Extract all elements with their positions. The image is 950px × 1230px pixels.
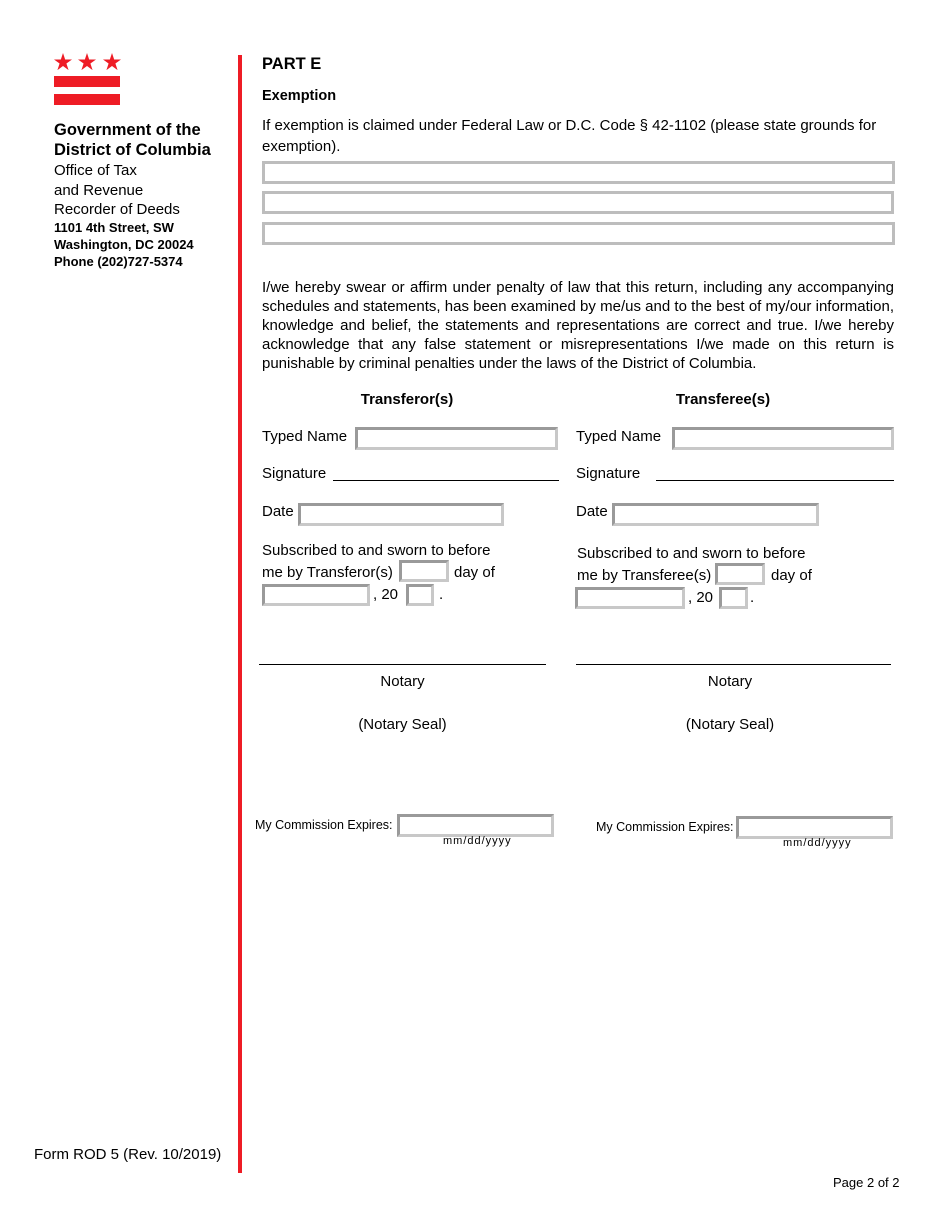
transferor-typed-name-input[interactable] (355, 427, 558, 450)
transferor-notary-line[interactable] (259, 664, 546, 665)
exemption-grounds-field-2[interactable] (262, 191, 894, 214)
transferor-year-input[interactable] (406, 584, 434, 606)
transferor-commission-date-input[interactable] (397, 814, 554, 837)
agency-line: District of Columbia (54, 141, 211, 159)
agency-line: Government of the (54, 121, 201, 139)
transferee-heading: Transferee(s) (675, 391, 771, 408)
exemption-grounds-field-1[interactable] (262, 161, 895, 184)
transferor-month-input[interactable] (262, 584, 370, 606)
transferor-typed-name-label: Typed Name (262, 428, 348, 445)
transferor-period: . (439, 586, 444, 603)
transferee-sworn-by-text: me by Transferee(s) (577, 567, 712, 584)
office-line: Recorder of Deeds (54, 201, 180, 218)
office-name (54, 161, 180, 220)
transferor-heading: Transferor(s) (360, 391, 454, 408)
office-line: Office of Tax (54, 162, 137, 179)
transferee-day-of-text: day of (771, 567, 812, 584)
transferee-typed-name-label: Typed Name (576, 428, 662, 445)
page-title: PART E (262, 55, 322, 73)
transferor-date-format-hint: mm/dd/yyyy (443, 835, 512, 847)
agency-name (54, 120, 211, 160)
phone-number: Phone (202)727-5374 (54, 254, 183, 269)
transferee-typed-name-input[interactable] (672, 427, 894, 450)
transferee-date-label: Date (576, 503, 608, 520)
transferee-year-prefix: , 20 (688, 589, 714, 606)
transferor-year-prefix: , 20 (373, 586, 399, 603)
transferee-signature-label: Signature (576, 465, 641, 482)
transferee-notary-label: Notary (707, 673, 753, 690)
transferee-month-input[interactable] (575, 587, 685, 609)
transferor-day-input[interactable] (399, 560, 449, 582)
transferee-commission-label: My Commission Expires: (596, 820, 734, 834)
page-number: Page 2 of 2 (833, 1175, 900, 1190)
transferor-day-of-text: day of (454, 564, 495, 581)
transferor-date-label: Date (262, 503, 294, 520)
transferor-date-input[interactable] (298, 503, 504, 526)
transferee-commission-date-input[interactable] (736, 816, 893, 839)
transferee-year-input[interactable] (719, 587, 748, 609)
transferee-notary-line[interactable] (576, 664, 891, 665)
star-icon (54, 53, 72, 71)
transferor-signature-label: Signature (262, 465, 327, 482)
exemption-grounds-field-3[interactable] (262, 222, 895, 245)
star-icon (78, 53, 96, 71)
star-icon (103, 53, 121, 71)
transferee-day-input[interactable] (715, 563, 765, 585)
transferor-notary-seal-label: (Notary Seal) (358, 716, 447, 733)
address-line: Washington, DC 20024 (54, 237, 194, 252)
address-block (54, 219, 194, 270)
transferee-date-input[interactable] (612, 503, 819, 526)
transferee-signature-line[interactable] (656, 480, 894, 481)
transferor-subscribed-text: Subscribed to and sworn to before (262, 542, 491, 559)
transferor-sworn-by-text: me by Transferor(s) (262, 564, 393, 581)
exemption-instructions: If exemption is claimed under Federal Law or D.C. Code § 42-1102 (please state grounds for exemption). (262, 117, 877, 155)
flag-bar (54, 94, 120, 105)
exemption-heading: Exemption (262, 88, 337, 104)
transferee-subscribed-text: Subscribed to and sworn to before (577, 545, 806, 562)
transferee-period: . (750, 589, 755, 606)
transferor-signature-line[interactable] (333, 480, 559, 481)
transferee-date-format-hint: mm/dd/yyyy (783, 837, 852, 849)
transferee-notary-seal-label: (Notary Seal) (685, 716, 775, 733)
flag-bar (54, 76, 120, 87)
transferor-commission-label: My Commission Expires: (255, 818, 393, 832)
form-number: Form ROD 5 (Rev. 10/2019) (34, 1146, 222, 1163)
oath-statement: I/we hereby swear or affirm under penalty of law that this return, including any accompanying schedules and statements, has been examined by me/us and to the best of my/our information, knowledge and belief, the statements and representations are correct and true. I/we hereby acknowledge that any false statement or misrepresentations I/we made on this return is punishable by criminal penalties under the laws of the District of Columbia. (262, 279, 894, 372)
address-line: 1101 4th Street, SW (54, 220, 174, 235)
office-line: and Revenue (54, 181, 144, 199)
divider-line (238, 55, 242, 1173)
transferor-notary-label: Notary (380, 673, 425, 690)
